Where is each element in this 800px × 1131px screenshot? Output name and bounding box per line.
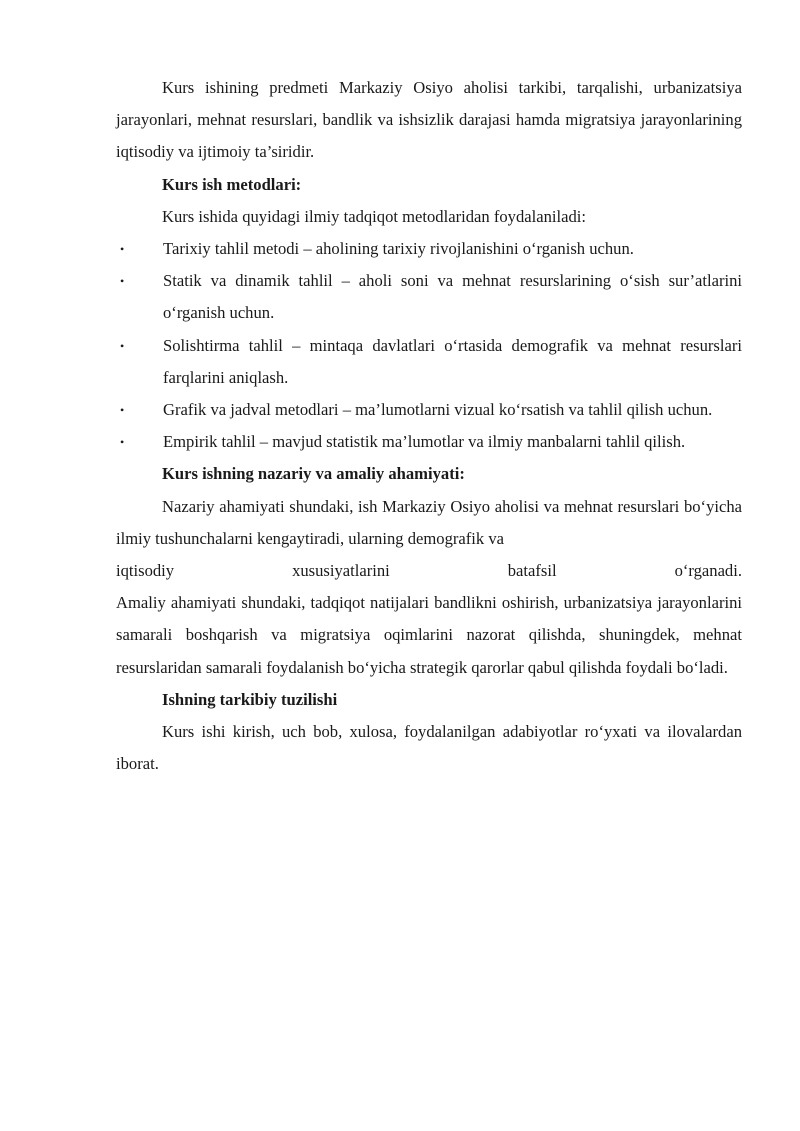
list-item <box>116 265 742 329</box>
theoretical-significance: Nazariy ahamiyati shundaki, ish Markaziy Osiyo aholisi va mehnat resurslari bo‘yicha ilmiy tushunchalarni kengaytiradi, ularning demografik va <box>116 496 742 548</box>
bullet-icon: • <box>120 274 125 289</box>
methods-list <box>116 233 742 458</box>
bullet-icon: • <box>120 403 125 418</box>
bullet-icon: • <box>120 242 125 257</box>
methods-heading: Kurs ish metodlari: <box>162 174 302 194</box>
word: o‘rganadi. <box>674 561 742 581</box>
list-item-text: Statik va dinamik tahlil – aholi soni va mehnat resurslarining o‘sish sur’atlarini o‘rganish uchun. <box>163 271 742 323</box>
theoretical-significance-last-line <box>116 555 742 587</box>
intro-paragraph: Kurs ishining predmeti Markaziy Osiyo aholisi tarkibi, tarqalishi, urbanizatsiya jarayonlari, mehnat resurslari, bandlik va ishsizlik darajasi hamda migratsiya jarayonlarining iqtisodiy va ijtimoiy ta’siridir. <box>116 78 742 162</box>
list-item-text: Tarixiy tahlil metodi – aholining tarixiy rivojlanishini o‘rganish uchun. <box>163 239 634 259</box>
list-item <box>116 426 742 458</box>
document-page <box>116 72 742 780</box>
bullet-icon: • <box>120 338 125 353</box>
structure-heading: Ishning tarkibiy tuzilishi <box>162 689 338 709</box>
structure-paragraph: Kurs ishi kirish, uch bob, xulosa, foydalanilgan adabiyotlar ro‘yxati va ilovalardan iborat. <box>116 722 742 774</box>
methods-lead: Kurs ishida quyidagi ilmiy tadqiqot metodlaridan foydalaniladi: <box>162 206 586 226</box>
list-item-text: Solishtirma tahlil – mintaqa davlatlari o‘rtasida demografik va mehnat resurslari farqlarini aniqlash. <box>163 335 742 387</box>
word: iqtisodiy <box>116 561 175 581</box>
practical-significance: Amaliy ahamiyati shundaki, tadqiqot natijalari bandlikni oshirish, urbanizatsiya jarayonlarini samarali boshqarish va migratsiya oqimlarini nazorat qilishda, shuningdek, mehnat resurslaridan samarali foydalanish bo‘yicha strategik qarorlar qabul qilishda foydali bo‘ladi. <box>116 593 742 677</box>
list-item <box>116 394 742 426</box>
list-item <box>116 330 742 394</box>
list-item <box>116 233 742 265</box>
list-item-text: Empirik tahlil – mavjud statistik ma’lumotlar va ilmiy manbalarni tahlil qilish. <box>163 432 686 452</box>
bullet-icon: • <box>120 435 125 450</box>
significance-heading: Kurs ishning nazariy va amaliy ahamiyati: <box>162 464 465 484</box>
word: xususiyatlarini <box>292 561 390 581</box>
list-item-text: Grafik va jadval metodlari – ma’lumotlarni vizual ko‘rsatish va tahlil qilish uchun. <box>163 400 713 420</box>
word: batafsil <box>507 561 557 581</box>
